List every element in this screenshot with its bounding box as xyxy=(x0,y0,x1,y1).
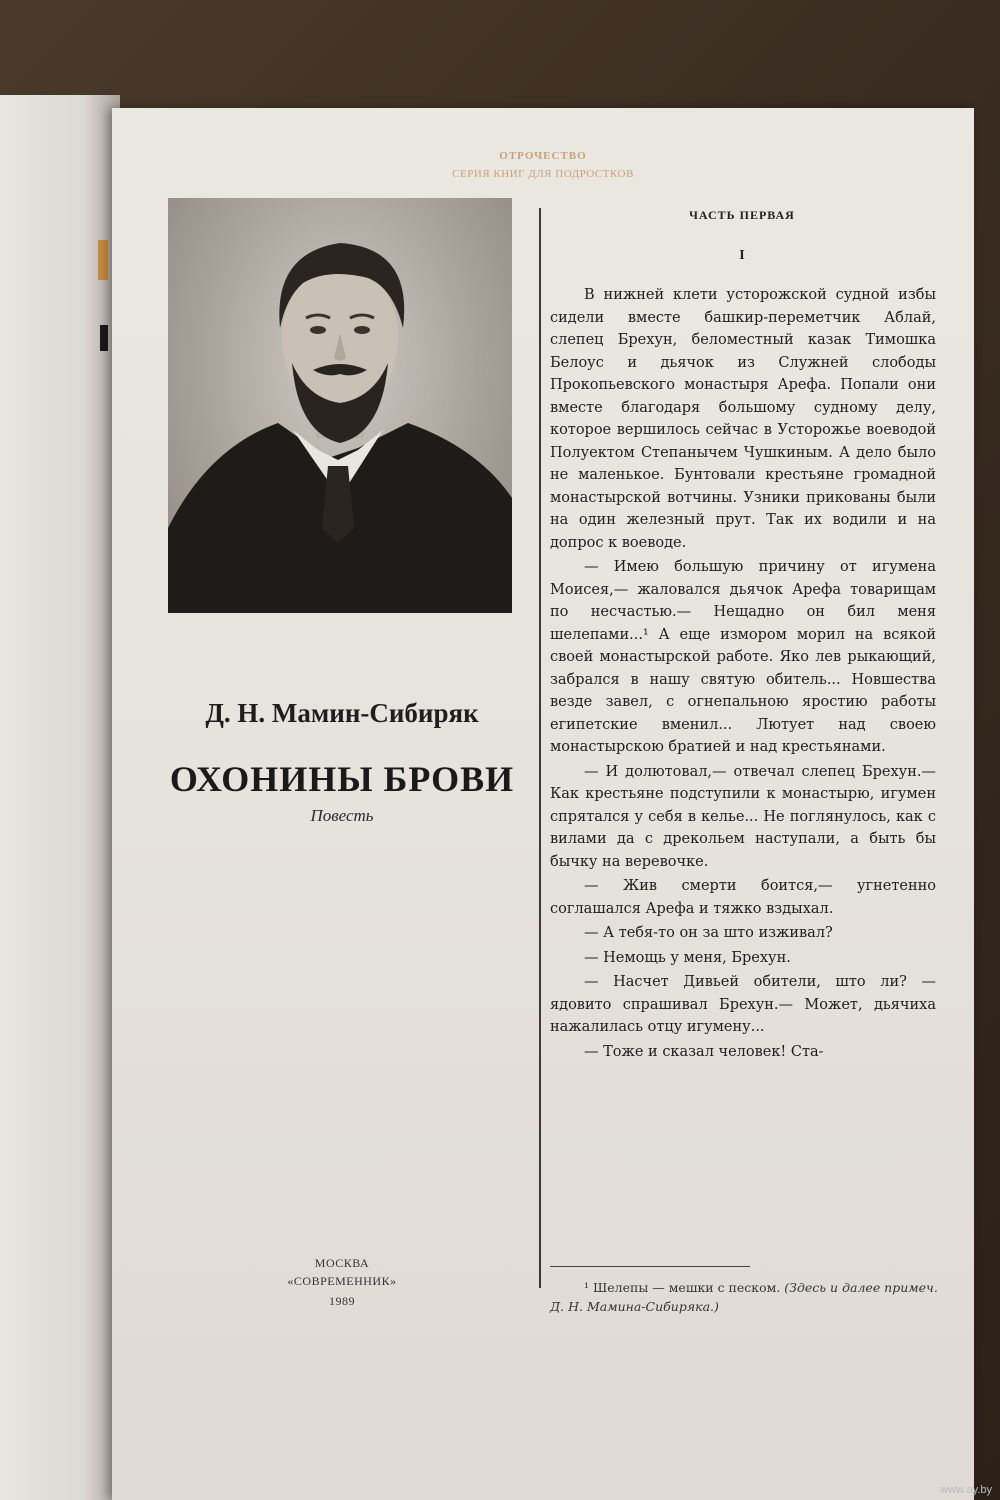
book-title: ОХОНИНЫ БРОВИ xyxy=(169,759,515,799)
footnote-note: (Здесь и далее примеч. Д. Н. Мамина-Сибиряка.) xyxy=(550,1280,938,1314)
imprint-publisher: «СОВРЕМЕННИК» xyxy=(287,1274,397,1288)
previous-page-edge xyxy=(0,95,120,1500)
genre-label: Повесть xyxy=(310,806,374,825)
paragraph: — Тоже и сказал человек! Ста- xyxy=(584,1043,824,1060)
paragraph: — Немощь у меня, Брехун. xyxy=(584,949,791,966)
paragraph: — А тебя-то он за што изживал? xyxy=(584,925,833,941)
imprint-year: 1989 xyxy=(329,1294,355,1308)
author-portrait xyxy=(168,198,512,613)
footnote-rule xyxy=(550,1266,750,1267)
chapter-number: I xyxy=(739,248,745,263)
story-text xyxy=(550,284,936,1063)
paragraph: — И долютовал,— отвечал слепец Брехун.— Как крестьяне подступили к монастырю, игумен спрятался у себя в келье... Не поглянулось, как с вилами да с дрекольем наступали, а быть бы бычку на веревочке. xyxy=(550,763,936,870)
paragraph: — Имею большую причину от игумена Моисея,— жаловался дьячок Арефа товарищам по несчастью.— Нещадно он бил меня шелепами...¹ А еще измором морил на всякой своей монастырской работе. Яко лев рыкающий, забрался в нашу святую обитель... Новшества везде завел, с огнепальною яростию работы египетские вменил... Лютует над своею монастырскою братией и над крестьянами. xyxy=(550,559,936,755)
orange-mark xyxy=(98,240,108,280)
black-mark xyxy=(100,325,108,351)
part-title: ЧАСТЬ ПЕРВАЯ xyxy=(689,208,795,222)
paragraph: — Насчет Дивьей обители, што ли? — ядовито спрашивал Брехун.— Может, дьячиха нажалилась отцу игумену... xyxy=(550,974,936,1035)
imprint-city: МОСКВА xyxy=(314,1256,370,1270)
paragraph: В нижней клети усторожской судной избы сидели вместе башкир-переметчик Аблай, слепец Брехун, беломестный казак Тимошка Белоус и дьячок из Служней слободы Прокопьевского монастыря Арефа. Попали они вместе благодаря большому судному делу, которое вершилось сейчас в Усторожье воеводой Полуектом Степанычем Чушкиным. А дело было не маленькое. Бунтовали крестьяне громадной монастырской вотчины. Узники прикованы были на один железный прут. Так их водили и на допрос к воеводе. xyxy=(550,287,936,551)
watermark: www.ay.by xyxy=(940,1484,992,1496)
paragraph: — Жив смерти боится,— угнетенно соглашался Арефа и тяжко вздыхал. xyxy=(550,878,936,917)
book-page xyxy=(112,108,974,1500)
footnote xyxy=(550,1278,938,1316)
series-subtitle: СЕРИЯ КНИГ ДЛЯ ПОДРОСТКОВ xyxy=(452,168,634,180)
series-name: ОТРОЧЕСТВО xyxy=(499,150,587,162)
column-divider xyxy=(539,208,541,1288)
footnote-text: ¹ Шелепы — мешки с песком. xyxy=(584,1280,781,1295)
author-name: Д. Н. Мамин-Сибиряк xyxy=(205,698,479,728)
